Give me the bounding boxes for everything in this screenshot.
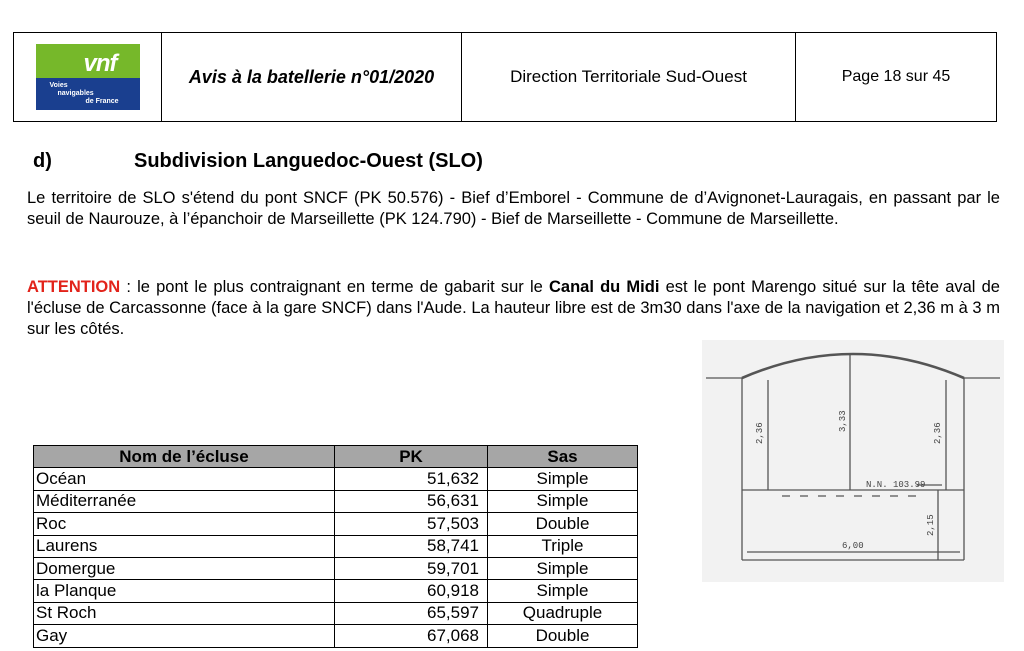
table-header-row	[34, 446, 638, 468]
table-row	[34, 602, 638, 624]
lock-name: la Planque	[34, 580, 335, 602]
vnf-logo: vnf Voies navigables de France	[36, 44, 140, 110]
lock-pk: 56,631	[335, 490, 488, 512]
page-header	[13, 32, 997, 122]
intro-paragraph: Le territoire de SLO s'étend du pont SNCF (PK 50.576) - Bief d’Emborel - Commune de d’Avignonet-Lauragais, en passant par le seuil de Naurouze, à l’épanchoir de Marseillette (PK 124.790) - Bief de Marseillette - Commune de Marseillette.	[27, 189, 1000, 228]
section-letter: d)	[33, 150, 52, 172]
lock-name: Laurens	[34, 535, 335, 557]
lock-sas: Simple	[488, 580, 638, 602]
column-header-name: Nom de l’écluse	[34, 446, 335, 468]
canal-name: Canal du Midi	[548, 278, 660, 296]
width-label: 6,00	[842, 541, 864, 551]
logo-cell	[14, 33, 162, 121]
lock-name: St Roch	[34, 602, 335, 624]
page-number: Page 18 sur 45	[841, 68, 951, 85]
lock-pk: 51,632	[335, 468, 488, 490]
water-level-label: N.N. 103.99	[866, 480, 926, 490]
lock-name: Gay	[34, 625, 335, 647]
table-row	[34, 513, 638, 535]
notice-title: Avis à la batellerie n°01/2020	[162, 33, 462, 121]
left-height-label: 2,36	[755, 422, 765, 444]
lock-sas: Double	[488, 625, 638, 647]
lock-sas: Simple	[488, 490, 638, 512]
lock-sas: Simple	[488, 557, 638, 579]
right-height-label: 2,36	[933, 422, 943, 444]
attention-paragraph: ATTENTION : le pont le plus contraignant en terme de gabarit sur le Canal du Midi est le pont Marengo situé sur la tête aval de l'écluse de Carcassonne (face à la gare SNCF) dans l'Aude. La hauteur libre est de 3m30 dans l'axe de la navigation et 2,36 m à 3 m sur les côtés.	[27, 278, 1000, 338]
lock-name: Océan	[34, 468, 335, 490]
lock-sas: Triple	[488, 535, 638, 557]
lock-name: Domergue	[34, 557, 335, 579]
lock-pk: 60,918	[335, 580, 488, 602]
lock-name: Méditerranée	[34, 490, 335, 512]
lock-pk: 67,068	[335, 625, 488, 647]
lock-pk: 65,597	[335, 602, 488, 624]
direction-label: Direction Territoriale Sud-Ouest	[462, 33, 796, 121]
depth-label: 2,15	[926, 514, 936, 536]
bridge-gauge-diagram	[702, 340, 1004, 582]
section-title: Subdivision Languedoc-Ouest (SLO)	[134, 150, 483, 172]
lock-pk: 57,503	[335, 513, 488, 535]
locks-table	[33, 445, 638, 648]
lock-name: Roc	[34, 513, 335, 535]
lock-sas: Double	[488, 513, 638, 535]
lock-pk: 58,741	[335, 535, 488, 557]
table-row	[34, 535, 638, 557]
column-header-pk: PK	[335, 446, 488, 468]
lock-pk: 59,701	[335, 557, 488, 579]
center-height-label: 3,33	[838, 410, 848, 432]
lock-sas: Quadruple	[488, 602, 638, 624]
table-row	[34, 580, 638, 602]
lock-sas: Simple	[488, 468, 638, 490]
column-header-sas: Sas	[488, 446, 638, 468]
table-row	[34, 557, 638, 579]
table-row	[34, 625, 638, 647]
table-row	[34, 490, 638, 512]
attention-label: ATTENTION	[27, 278, 121, 296]
table-row	[34, 468, 638, 490]
